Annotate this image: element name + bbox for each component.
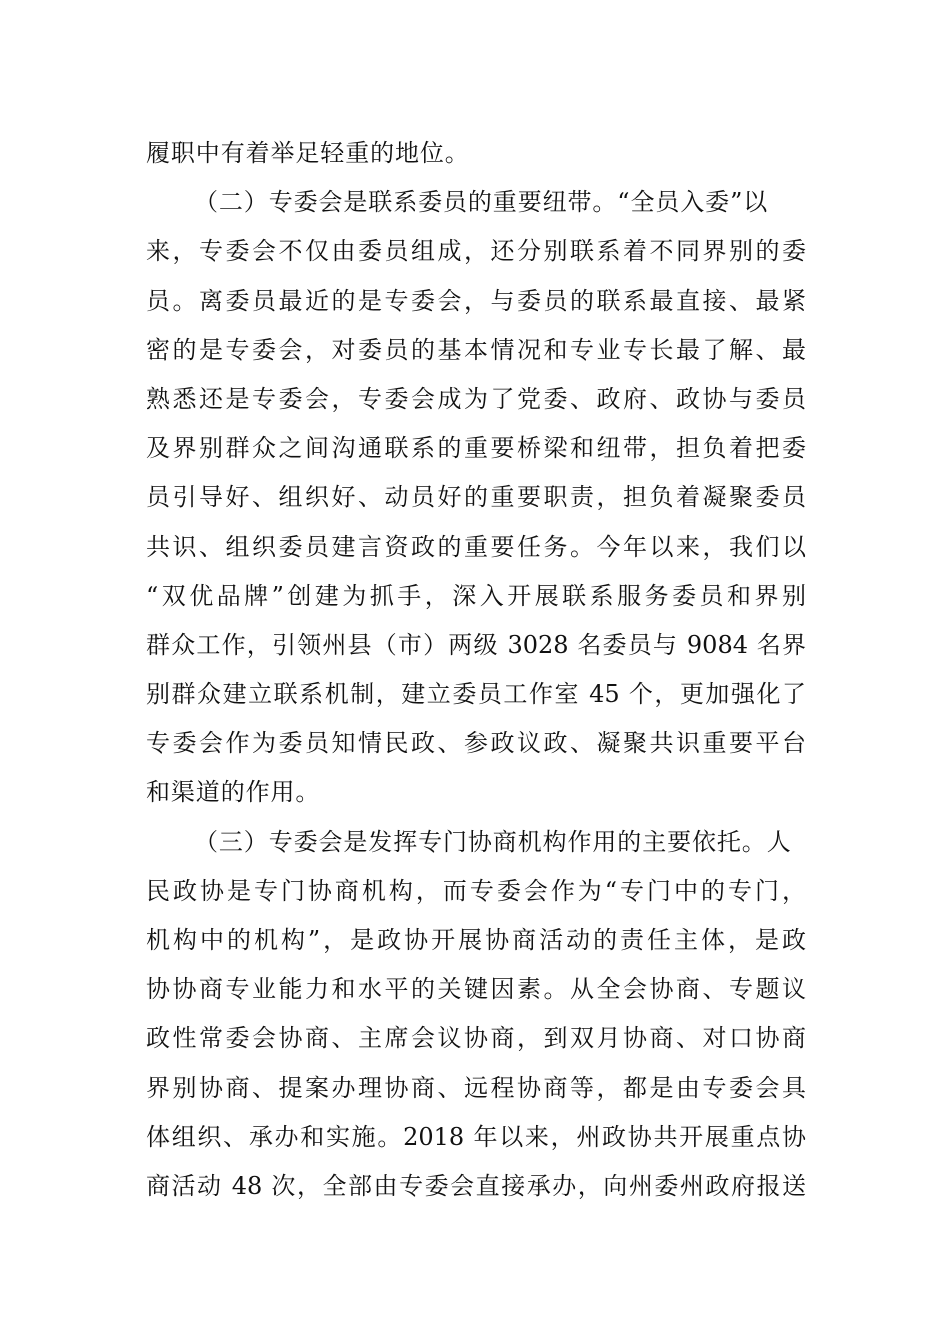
text-line: 民政协是专门协商机构，而专委会作为“专门中的专门， (146, 876, 806, 905)
text-line: 体组织、承办和实施。2018 年以来，州政协共开展重点协 (146, 1122, 806, 1151)
text-line: 机构中的机构”，是政协开展协商活动的责任主体，是政 (146, 926, 806, 954)
text-line: （三）专委会是发挥专门协商机构作用的主要依托。人 (194, 827, 792, 856)
text-line: 协协商专业能力和水平的关键因素。从全会协商、专题议 (146, 975, 806, 1004)
text-line: 密的是专委会，对委员的基本情况和专业专长最了解、最 (146, 335, 806, 364)
text-line: 共识、组织委员建言资政的重要任务。今年以来，我们以 (146, 532, 806, 561)
text-line: 员。离委员最近的是专委会，与委员的联系最直接、最紧 (146, 286, 806, 315)
text-line: 别群众建立联系机制，建立委员工作室 45 个，更加强化了 (146, 680, 806, 709)
text-line: “双优品牌”创建为抓手，深入开展联系服务委员和界别 (146, 581, 806, 610)
text-line: 员引导好、组织好、动员好的重要职责，担负着凝聚委员 (146, 483, 806, 512)
text-line: 界别协商、提案办理协商、远程协商等，都是由专委会具 (146, 1073, 806, 1102)
text-line: 熟悉还是专委会，专委会成为了党委、政府、政协与委员 (146, 384, 806, 413)
body-text (146, 129, 806, 1211)
text-line: 履职中有着举足轻重的地位。 (146, 139, 470, 167)
text-line: 政性常委会协商、主席会议协商，到双月协商、对口协商 (146, 1024, 806, 1053)
text-line: 专委会作为委员知情民政、参政议政、凝聚共识重要平台 (146, 729, 806, 758)
text-line: 商活动 48 次，全部由专委会直接承办，向州委州政府报送 (146, 1171, 806, 1200)
text-line: 群众工作，引领州县（市）两级 3028 名委员与 9084 名界 (146, 630, 806, 659)
text-line: 及界别群众之间沟通联系的重要桥梁和纽带，担负着把委 (146, 434, 806, 463)
text-line: 和渠道的作用。 (146, 778, 321, 807)
text-line: 来，专委会不仅由委员组成，还分别联系着不同界别的委 (146, 237, 806, 266)
text-line: （二）专委会是联系委员的重要纽带。“全员入委”以 (194, 188, 769, 217)
